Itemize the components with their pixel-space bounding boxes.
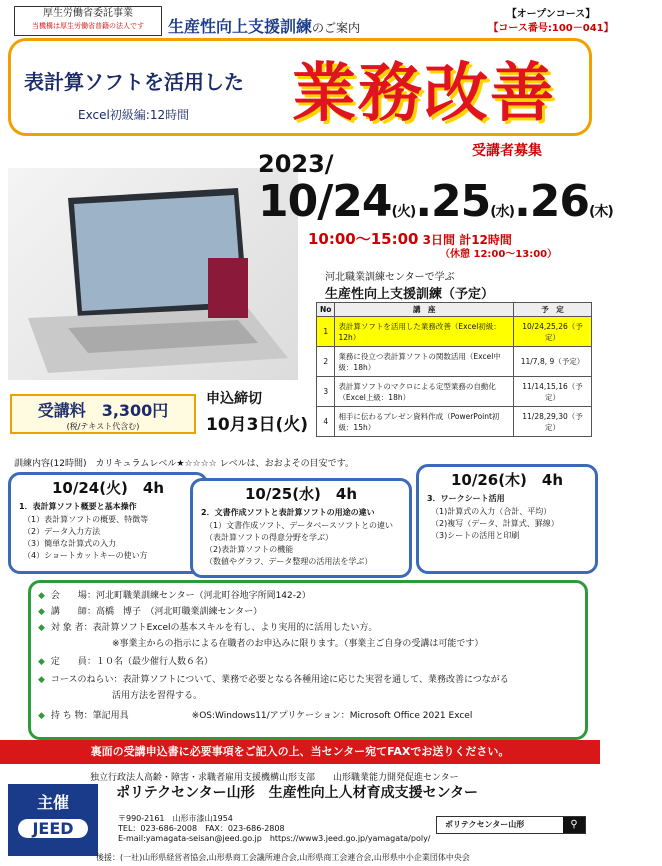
course-time: 10:00～15:00 3日間 計12時間 bbox=[308, 230, 512, 248]
contact-address: 〒990-2161 山形市漆山1954 TEL：023-686-2008 FAX：023-686-2808 E-mail:yamagata-seisan@jeed.go.jp https://www3.jeed.go.jp/yamagata/poly/ bbox=[118, 814, 431, 843]
laptop-illustration bbox=[8, 168, 298, 380]
info-venue: ◆ 会 場：河北町職業訓練センター（河北町谷地字所岡142-2） bbox=[38, 591, 311, 601]
curriculum-level: 訓練内容(12時間) カリキュラムレベル★☆☆☆☆ レベルは、おおよその目安です。 bbox=[14, 459, 354, 469]
list-item: （3）簡単な計算式の入力 bbox=[23, 539, 117, 548]
schedule-table bbox=[316, 302, 592, 437]
info-instructor: ◆ 講 師：高橋 博子 （河北町職業訓練センター） bbox=[38, 607, 263, 617]
table-row: 4 相手に伝わるプレゼン資料作成（PowerPoint初級：15h） 11/28,29,30（予定） bbox=[317, 407, 592, 437]
commission-text: 厚生労働省委託事業 bbox=[43, 8, 133, 19]
table-row: 2 業務に役立つ表計算ソフトの関数活用（Excel中級：18h） 11/7,8, 9（予定） bbox=[317, 347, 592, 377]
fee-note: (税/テキスト代含む) bbox=[66, 422, 140, 431]
list-item: （3)シートの活用と印刷 bbox=[431, 531, 520, 540]
jeed-logo: JEED bbox=[18, 819, 88, 838]
list-item: （1）表計算ソフトの概要、特徴等 bbox=[23, 515, 149, 524]
banner-excel-level: Excel初級編:12時間 bbox=[78, 108, 190, 122]
info-aim: ◆ コースのねらい：表計算ソフトについて、業務で必要となる各種用途に応じた実習を通して、業務改善につながる bbox=[38, 675, 509, 685]
list-item: （2）データ入力方法 bbox=[23, 527, 101, 536]
fax-notice: 裏面の受講申込書に必要事項をご記入の上、当センター宛てFAXでお送りください。 bbox=[0, 740, 600, 764]
break-time: （休憩 12:00～13:00） bbox=[440, 249, 558, 260]
info-items: ◆ 持 ち 物：筆記用具 ※OS:Windows11/アプリケーション：Microsoft Office 2021 Excel bbox=[38, 711, 473, 721]
organizer-badge: 主催 JEED bbox=[8, 784, 98, 856]
list-item: （2)表計算ソフトの機能 bbox=[205, 545, 294, 554]
commission-note: 当機構は厚生労働省普籍の法人です bbox=[32, 22, 144, 30]
search-box[interactable]: ポリテクセンター山形 ⚲ bbox=[436, 816, 586, 834]
col-no: No bbox=[317, 303, 335, 317]
list-item: （表計算ソフトの得意分野を学ぶ） bbox=[205, 533, 333, 542]
fee-box bbox=[10, 394, 196, 434]
list-item: （1)計算式の入力（合計、平均） bbox=[431, 507, 552, 516]
laptop-photo bbox=[8, 168, 298, 380]
col-course: 講 座 bbox=[335, 303, 514, 317]
table-row: 3 表計算ソフトのマクロによる定型業務の自動化（Excel上級：18h） 11/14,15,16（予定） bbox=[317, 377, 592, 407]
org-line2: ポリテクセンター山形 生産性向上人材育成支援センター bbox=[116, 785, 479, 801]
org-line1: 独立行政法人高齢・障害・求職者雇用支援機構山形支部 山形職業能力開発促進センター bbox=[90, 773, 459, 783]
day1-card: 10/24(火) 4h 1．表計算ソフト概要と基本操作 （1）表計算ソフトの概要、特徴等 （2）データ入力方法 （3）簡単な計算式の入力 （4）ショートカットキーの使い方 bbox=[8, 472, 208, 574]
commission-box bbox=[14, 6, 162, 36]
list-item: （1）文書作成ソフト、データベースソフトとの違い bbox=[205, 521, 393, 530]
day2-card: 10/25(水) 4h 2．文書作成ソフトと表計算ソフトの用途の違い （1）文書作成ソフト、データベースソフトとの違い （表計算ソフトの得意分野を学ぶ） （2)表計算ソフトの機能 （数値やグラフ、データ整理の活用法を学ぶ） bbox=[190, 478, 412, 578]
sponsors: 後援：(一社)山形県経営者協会,山形県商工会議所連合会,山形県商工会連合会,山形県中小企業団体中央会 bbox=[96, 853, 470, 862]
info-target: ◆ 対 象 者：表計算ソフトExcelの基本スキルを有し、より実用的に活用したい方。 bbox=[38, 623, 378, 633]
fee-amount: 受講料 3,300円 bbox=[37, 401, 169, 420]
table-title: 生産性向上支援訓練（予定） bbox=[325, 287, 495, 302]
recruit-label: 受講者募集 bbox=[472, 143, 542, 159]
banner-subtitle: 表計算ソフトを活用した bbox=[24, 70, 244, 94]
deadline-date: 10月3日(火) bbox=[206, 415, 309, 435]
info-aim-cont: 活用方法を習得する。 bbox=[112, 691, 203, 701]
table-intro: 河北職業訓練センターで学ぶ bbox=[325, 272, 455, 283]
banner-main-title: 業務改善 bbox=[292, 56, 556, 131]
day3-card: 10/26(木) 4h 3．ワークシート活用 （1)計算式の入力（合計、平均） （2)複写（データ、計算式、罫線） （3)シートの活用と印刷 bbox=[416, 464, 598, 574]
list-item: （4）ショートカットキーの使い方 bbox=[23, 551, 148, 560]
deadline-label: 申込締切 bbox=[206, 391, 262, 407]
table-row: 1 表計算ソフトを活用した業務改善（Excel初級：12h） 10/24,25,26（予定） bbox=[317, 317, 592, 347]
info-target-note: ※事業主からの指示による在職者のお申込みに限ります。（事業主ご自身の受講は可能です） bbox=[112, 639, 484, 649]
col-plan: 予 定 bbox=[514, 303, 592, 317]
course-dates: 10/24(火).25(水).26(木) bbox=[258, 176, 613, 227]
search-icon[interactable]: ⚲ bbox=[563, 817, 585, 833]
year: 2023/ bbox=[258, 150, 334, 178]
header-title: 生産性向上支援訓練のご案内 bbox=[168, 17, 361, 36]
info-capacity: ◆ 定 員：１０名（最少催行人数６名） bbox=[38, 657, 213, 667]
list-item: （数値やグラフ、データ整理の活用法を学ぶ） bbox=[205, 557, 373, 566]
course-info: 【オープンコース】 【コース番号:100－041】 bbox=[440, 8, 662, 122]
list-item: （2)複写（データ、計算式、罫線） bbox=[431, 519, 559, 528]
